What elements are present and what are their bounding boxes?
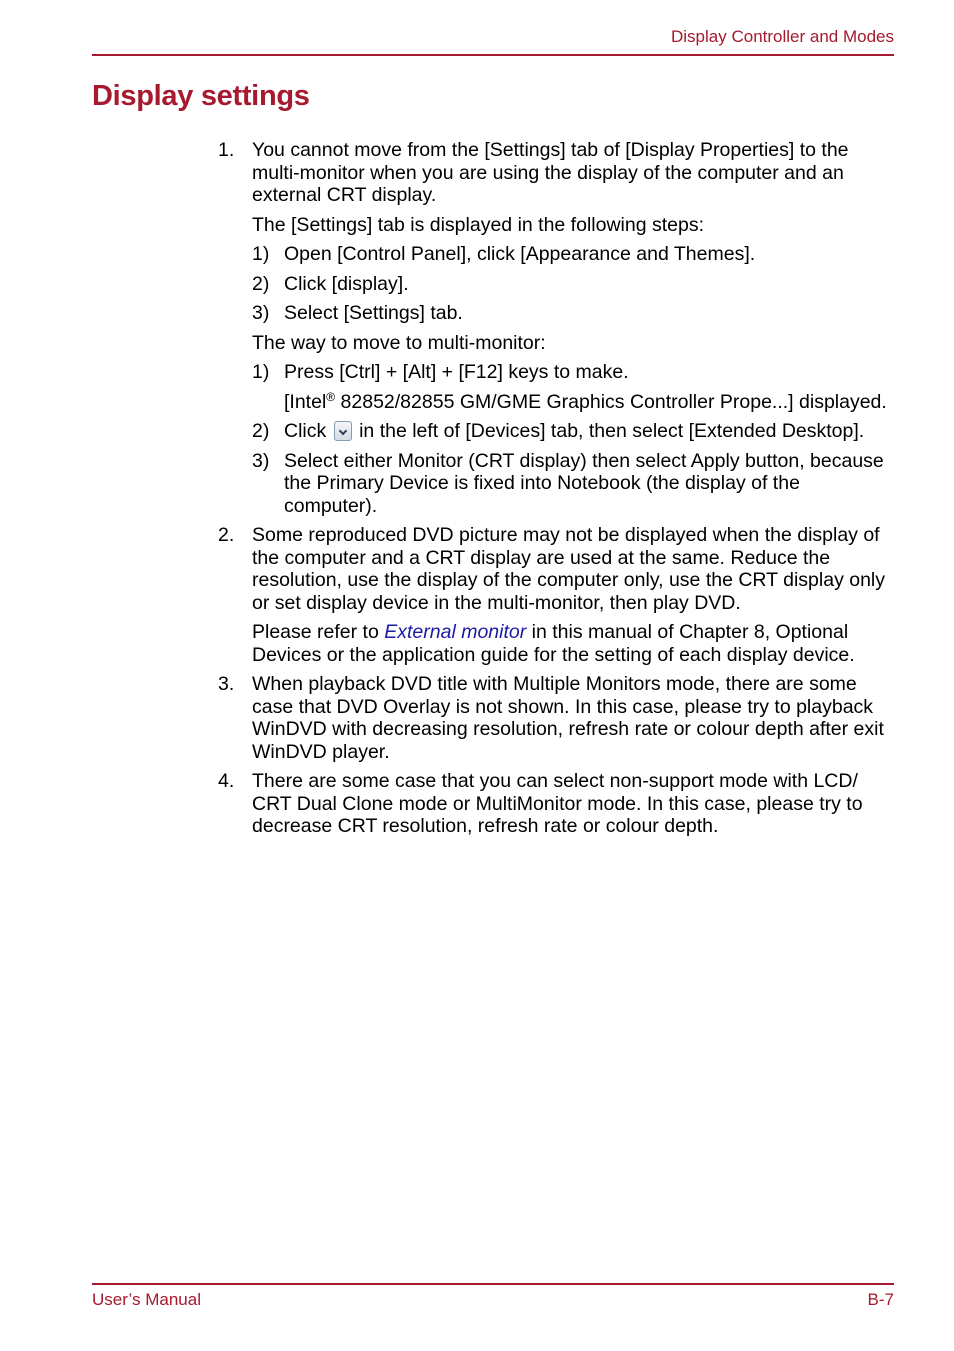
step-text-before: Click: [284, 420, 327, 442]
intel-note-pre: [Intel: [284, 390, 327, 413]
step-text: Open [Control Panel], click [Appearance and Themes].: [284, 243, 756, 265]
steps-intro: The [Settings] tab is displayed in the following steps:: [252, 213, 705, 236]
running-header: Display Controller and Modes: [671, 27, 894, 46]
item-number: 2.: [218, 524, 235, 546]
step-text: Click [display].: [284, 272, 409, 295]
step-item: [218, 420, 898, 443]
step-item: [218, 273, 898, 296]
item-text: You cannot move from the [Settings] tab of [Display Properties] to the multi-monitor when you are using the display of the computer and an external CRT display.: [252, 139, 849, 206]
list-item-3: [218, 673, 898, 763]
reference-pre: Please refer to: [252, 621, 379, 643]
item-number: 1.: [218, 139, 235, 161]
item-number: 4.: [218, 770, 235, 792]
step-item: [218, 243, 898, 266]
step-text: Select either Monitor (CRT display) then select Apply button, because the Primary Device is fixed into Notebook (the display of the computer).: [284, 449, 884, 517]
step-item: [218, 302, 898, 325]
item-number: 3.: [218, 673, 235, 695]
external-monitor-link[interactable]: External monitor: [384, 621, 527, 643]
item-text: Some reproduced DVD picture may not be displayed when the display of the computer and a CRT display are used at the same. Reduce the resolution, use the display of the computer only, use the CRT display only or set display device in the multi-monitor, then play DVD.: [252, 524, 886, 614]
header-rule: [92, 54, 894, 56]
list-item-1: [218, 139, 898, 207]
intel-note-post: 82852/82855 GM/GME Graphics Controller Prope...] displayed.: [335, 390, 887, 413]
step-number: 2): [252, 420, 270, 442]
item-text: When playback DVD title with Multiple Monitors mode, there are some case that DVD Overlay is not shown. In this case, please try to playback WinDVD with decreasing resolution, refresh rate or colour depth after exit WinDVD player.: [252, 673, 884, 763]
list-item-4: [218, 770, 898, 838]
step-number: 3): [252, 449, 270, 472]
step-number: 1): [252, 361, 270, 383]
dropdown-arrow-icon: [334, 421, 352, 441]
step-text: Select [Settings] tab.: [284, 302, 463, 324]
footer-manual-title: User’s Manual: [92, 1290, 201, 1309]
main-content: [218, 139, 898, 845]
list-item-2: [218, 524, 898, 614]
step-text-after: in the left of [Devices] tab, then select [Extended Desktop].: [359, 420, 865, 442]
page-number: B-7: [867, 1290, 894, 1309]
footer-rule: [92, 1283, 894, 1285]
step-item: [218, 361, 898, 384]
step-item: [218, 450, 898, 518]
step-number: 3): [252, 302, 270, 324]
step-number: 1): [252, 243, 270, 265]
reference-paragraph: [252, 621, 898, 666]
step-text: Press [Ctrl] + [Alt] + [F12] keys to make.: [284, 361, 629, 383]
page-title: Display settings: [92, 80, 310, 112]
item-text: There are some case that you can select non-support mode with LCD/ CRT Dual Clone mode or MultiMonitor mode. In this case, please try to decrease CRT resolution, refresh rate or colour depth.: [252, 770, 863, 837]
multimonitor-intro: The way to move to multi-monitor:: [252, 331, 546, 354]
step-number: 2): [252, 272, 270, 295]
registered-mark: ®: [326, 389, 336, 404]
intel-note: [284, 391, 898, 414]
reference-post: in this manual of Chapter 8, Optional Devices or the application guide for the setting of each display device.: [252, 621, 855, 666]
